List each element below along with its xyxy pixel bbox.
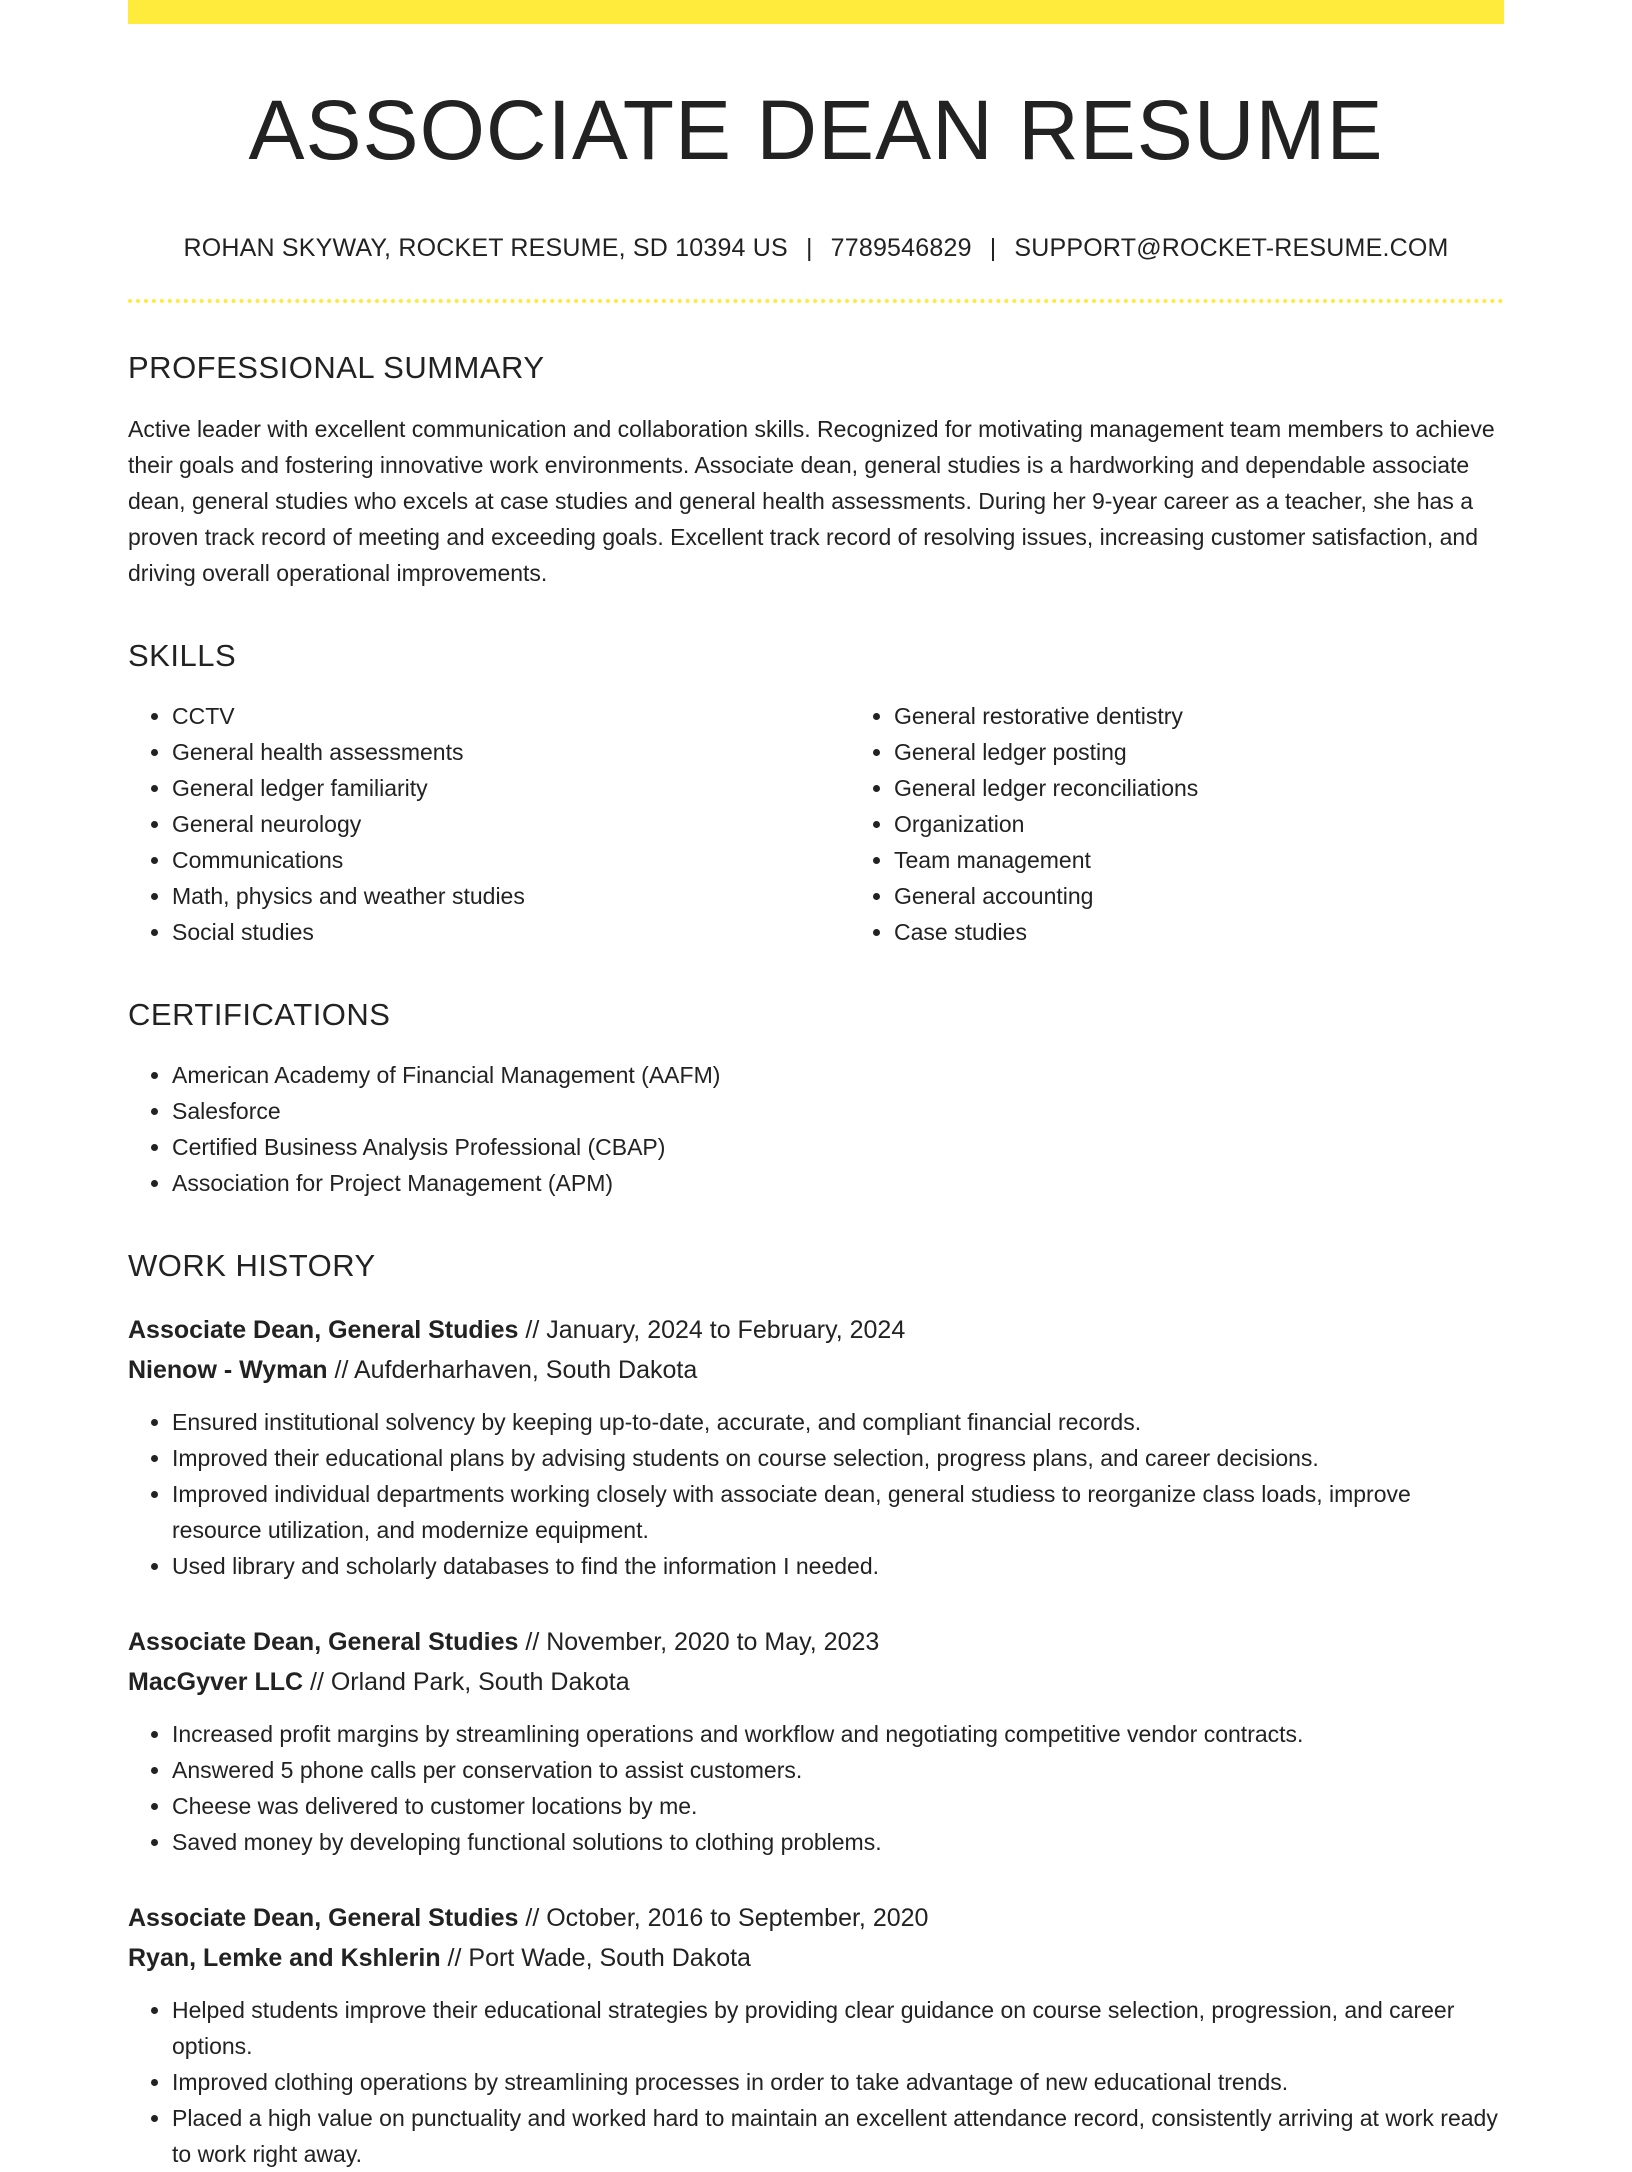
job-bullet: • Improved clothing operations by streamlining processes in order to take advantage of new educational trends.	[172, 2064, 1504, 2100]
work-history-heading: WORK HISTORY	[128, 1247, 376, 1283]
skill-item: • Organization	[894, 806, 1504, 842]
skill-item: • Social studies	[172, 914, 850, 950]
skill-item: • Math, physics and weather studies	[172, 878, 850, 914]
job-title: Associate Dean, General Studies	[128, 1628, 519, 1657]
job-location: // Orland Park, South Dakota	[303, 1668, 630, 1697]
job-entry	[128, 1622, 1504, 1860]
summary-heading: PROFESSIONAL SUMMARY	[128, 350, 545, 386]
certifications-heading: CERTIFICATIONS	[128, 996, 391, 1032]
skill-item: • General ledger familiarity	[172, 770, 850, 806]
job-title-line	[128, 1898, 1504, 1938]
skills-list-left	[128, 698, 850, 950]
job-entry	[128, 1898, 1504, 2172]
certification-item: • Salesforce	[172, 1093, 1504, 1129]
certifications-list	[128, 1057, 1504, 1201]
skills-heading: SKILLS	[128, 637, 237, 673]
job-company: MacGyver LLC	[128, 1668, 304, 1697]
job-title-line	[128, 1622, 1504, 1662]
job-entry	[128, 1310, 1504, 1584]
job-bullet: • Helped students improve their educational strategies by providing clear guidance on course selection, progression, and career options.	[172, 1992, 1504, 2064]
certification-item: • Association for Project Management (APM)	[172, 1165, 1504, 1201]
summary-text: Active leader with excellent communication and collaboration skills. Recognized for motivating management team members to achieve their goals and fostering innovative work environments. Associate dean, general studies is a hardworking and dependable associate dean, general studies who excels at case studies and general health assessments. During her 9-year career as a teacher, she has a proven track record of meeting and exceeding goals. Excellent track record of resolving issues, increasing customer satisfaction, and driving overall operational improvements.	[128, 415, 1495, 586]
skill-item: • General ledger reconciliations	[894, 770, 1504, 806]
contact-line	[128, 234, 1504, 263]
job-title: Associate Dean, General Studies	[128, 1316, 519, 1345]
skill-item: • General restorative dentistry	[894, 698, 1504, 734]
job-title: Associate Dean, General Studies	[128, 1904, 519, 1933]
job-bullets	[128, 1404, 1504, 1584]
job-company-line	[128, 1350, 1504, 1390]
resume-title: ASSOCIATE DEAN RESUME	[248, 83, 1384, 177]
job-bullet: • Placed a high value on punctuality and worked hard to maintain an excellent attendance record, consistently arriving at work ready to work right away.	[172, 2100, 1504, 2172]
skill-item: • Communications	[172, 842, 850, 878]
skill-item: • CCTV	[172, 698, 850, 734]
contact-address: ROHAN SKYWAY, ROCKET RESUME, SD 10394 US	[183, 234, 788, 263]
skills-list-right	[850, 698, 1504, 950]
certification-item: • American Academy of Financial Management (AAFM)	[172, 1057, 1504, 1093]
job-dates: // January, 2024 to February, 2024	[518, 1316, 906, 1345]
job-company-line	[128, 1662, 1504, 1702]
job-location: // Aufderharhaven, South Dakota	[327, 1356, 698, 1385]
job-bullet: • Ensured institutional solvency by keeping up-to-date, accurate, and compliant financial records.	[172, 1404, 1504, 1440]
job-company: Ryan, Lemke and Kshlerin	[128, 1944, 441, 1973]
job-company: Nienow - Wyman	[128, 1356, 328, 1385]
contact-separator: |	[805, 234, 813, 263]
job-bullet: • Saved money by developing functional solutions to clothing problems.	[172, 1824, 1504, 1860]
skill-item: • General neurology	[172, 806, 850, 842]
contact-phone: 7789546829	[830, 234, 972, 263]
contact-email: SUPPORT@ROCKET-RESUME.COM	[1014, 234, 1449, 263]
job-bullet: • Cheese was delivered to customer locations by me.	[172, 1788, 1504, 1824]
job-bullet: • Improved individual departments working closely with associate dean, general studiess to reorganize class loads, improve resource utilization, and modernize equipment.	[172, 1476, 1504, 1548]
skills-grid	[128, 698, 1504, 950]
dotted-divider	[128, 299, 1504, 303]
skill-item: • General health assessments	[172, 734, 850, 770]
certification-item: • Certified Business Analysis Professional (CBAP)	[172, 1129, 1504, 1165]
skill-item: • General ledger posting	[894, 734, 1504, 770]
top-accent-bar	[128, 0, 1504, 24]
job-title-line	[128, 1310, 1504, 1350]
job-company-line	[128, 1938, 1504, 1978]
job-bullet: • Improved their educational plans by advising students on course selection, progress plans, and career decisions.	[172, 1440, 1504, 1476]
job-bullet: • Answered 5 phone calls per conservation to assist customers.	[172, 1752, 1504, 1788]
job-dates: // November, 2020 to May, 2023	[518, 1628, 880, 1657]
job-bullet: • Increased profit margins by streamlining operations and workflow and negotiating competitive vendor contracts.	[172, 1716, 1504, 1752]
job-location: // Port Wade, South Dakota	[440, 1944, 751, 1973]
skill-item: • Team management	[894, 842, 1504, 878]
job-bullet: • Used library and scholarly databases to find the information I needed.	[172, 1548, 1504, 1584]
job-dates: // October, 2016 to September, 2020	[518, 1904, 929, 1933]
resume-page	[128, 0, 1504, 2172]
job-bullets	[128, 1716, 1504, 1860]
skill-item: • Case studies	[894, 914, 1504, 950]
skill-item: • General accounting	[894, 878, 1504, 914]
contact-separator: |	[989, 234, 997, 263]
job-bullets	[128, 1992, 1504, 2172]
